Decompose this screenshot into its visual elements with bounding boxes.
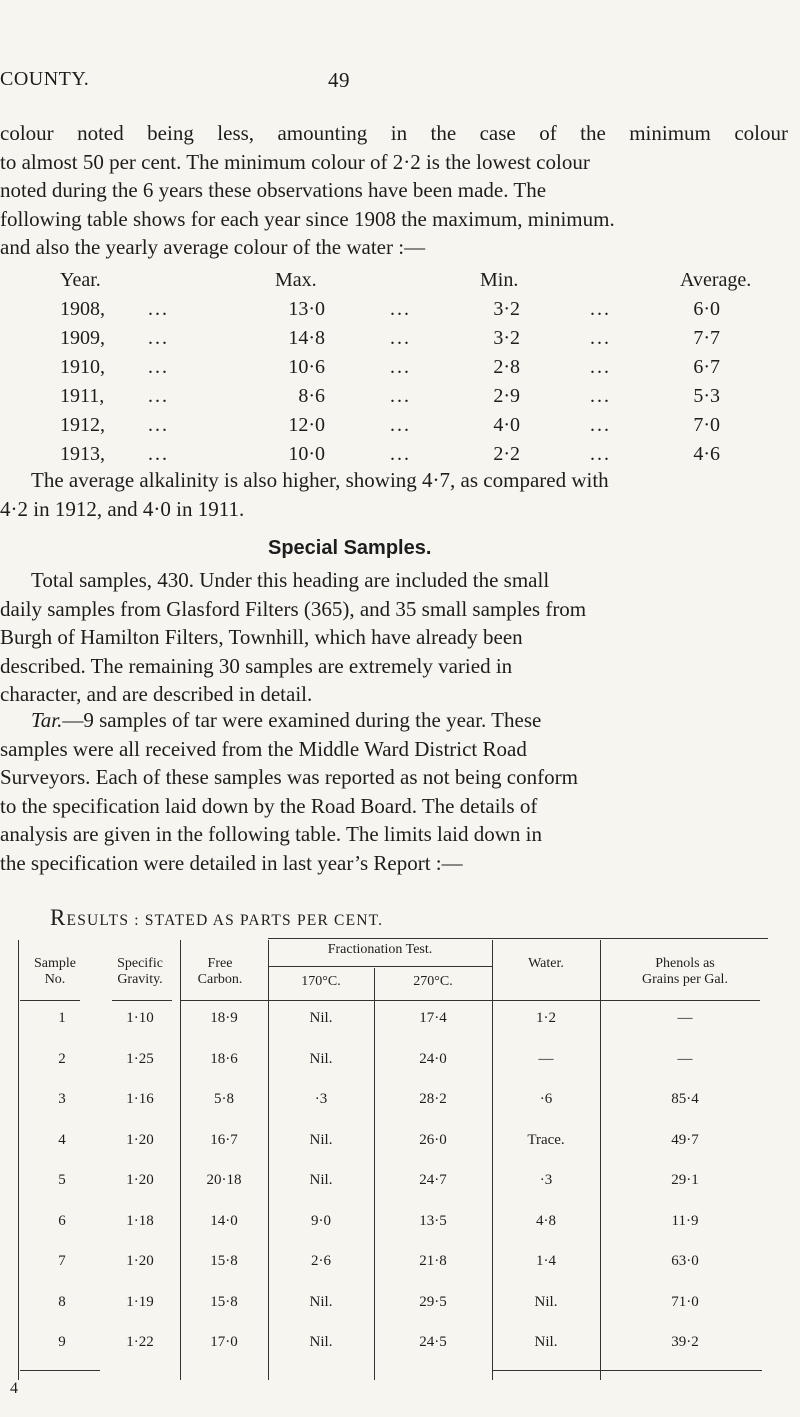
average-cell: 6·7 bbox=[693, 356, 720, 378]
average-cell: 4·6 bbox=[693, 443, 720, 465]
water-cell: — bbox=[538, 1050, 554, 1067]
leader-dots: ... bbox=[148, 356, 169, 378]
max-cell: 12·0 bbox=[288, 414, 325, 436]
leader-dots: ... bbox=[390, 327, 411, 349]
f170-cell: Nil. bbox=[309, 1131, 333, 1148]
water-cell: Trace. bbox=[527, 1131, 565, 1148]
water-cell: 1·2 bbox=[536, 1010, 556, 1026]
year-cell: 1908, bbox=[60, 298, 105, 320]
gravity-cell: 1·25 bbox=[126, 1050, 154, 1067]
leader-dots: ... bbox=[590, 385, 611, 407]
leader-dots: ... bbox=[390, 414, 411, 436]
running-header-left: COUNTY. bbox=[0, 68, 90, 90]
fraction-subrule bbox=[268, 966, 492, 967]
min-cell: 4·0 bbox=[493, 414, 520, 436]
gravity-cell: 1·22 bbox=[126, 1334, 154, 1350]
f270-cell: 28·2 bbox=[419, 1091, 447, 1107]
leader-dots: ... bbox=[590, 414, 611, 436]
text-line: analysis are given in the following table. The limits laid down in bbox=[0, 822, 543, 846]
text-line: Burgh of Hamilton Filters, Townhill, which have already been bbox=[0, 625, 523, 649]
sample-no-cell: 3 bbox=[58, 1091, 66, 1107]
max-cell: 8·6 bbox=[298, 385, 325, 407]
carbon-cell: 18·6 bbox=[210, 1050, 238, 1067]
average-cell: 6·0 bbox=[693, 298, 720, 320]
gravity-cell: 1·16 bbox=[126, 1091, 154, 1107]
carbon-cell: 15·8 bbox=[210, 1293, 238, 1310]
table-bottom-rule bbox=[492, 1370, 762, 1371]
water-cell: ·6 bbox=[539, 1091, 553, 1107]
text-line bbox=[0, 706, 788, 735]
col-header-max: Max. bbox=[275, 269, 317, 291]
sample-no-cell: 9 bbox=[58, 1334, 66, 1350]
gravity-cell: 1·20 bbox=[126, 1172, 154, 1188]
col-header-phenols-line: Grains per Gal. bbox=[642, 972, 728, 987]
gravity-cell: 1·20 bbox=[126, 1253, 154, 1269]
min-cell: 2·2 bbox=[493, 443, 520, 465]
paragraph-alkalinity bbox=[0, 466, 788, 523]
col-header-carbon-line: Carbon. bbox=[197, 972, 243, 987]
sample-no-cell: 5 bbox=[58, 1172, 66, 1188]
header-underline bbox=[112, 1000, 172, 1001]
col-header-year: Year. bbox=[60, 269, 101, 291]
f270-cell: 24·0 bbox=[419, 1050, 447, 1067]
col-header-phenols bbox=[600, 956, 770, 988]
water-cell: 1·4 bbox=[536, 1253, 556, 1269]
year-table-row bbox=[0, 298, 800, 327]
col-header-carbon-line: Free bbox=[207, 956, 233, 971]
leader-dots: ... bbox=[148, 414, 169, 436]
gravity-cell: 1·10 bbox=[126, 1010, 154, 1026]
text-line: colour noted being less, amounting in the case of the minimum colour bbox=[0, 121, 788, 145]
leader-dots: ... bbox=[590, 298, 611, 320]
phenols-cell: 39·2 bbox=[671, 1334, 699, 1350]
col-header-sample-line: No. bbox=[44, 972, 66, 987]
f170-cell: ·3 bbox=[314, 1091, 328, 1107]
paragraph-colour bbox=[0, 119, 788, 262]
phenols-cell: 71·0 bbox=[671, 1293, 699, 1310]
col-header-min: Min. bbox=[480, 269, 519, 291]
year-cell: 1910, bbox=[60, 356, 105, 378]
f170-cell: 2·6 bbox=[311, 1253, 331, 1269]
col-header-sample-line: Sample bbox=[34, 956, 76, 971]
col-header-gravity-line: Gravity. bbox=[117, 972, 163, 987]
year-cell: 1909, bbox=[60, 327, 105, 349]
phenols-cell: 63·0 bbox=[671, 1253, 699, 1269]
f270-cell: 29·5 bbox=[419, 1293, 447, 1310]
table-top-rule bbox=[268, 938, 768, 939]
leader-dots: ... bbox=[148, 298, 169, 320]
results-title-tail: : STATED AS PARTS PER CENT. bbox=[129, 912, 384, 929]
leader-dots: ... bbox=[590, 443, 611, 465]
average-cell: 7·7 bbox=[693, 327, 720, 349]
average-cell: 5·3 bbox=[693, 385, 720, 407]
results-row bbox=[0, 1172, 800, 1196]
year-table-row bbox=[0, 356, 800, 385]
text-line: daily samples from Glasford Filters (365), and 35 small samples from bbox=[0, 596, 587, 621]
table-bottom-rule bbox=[20, 1370, 100, 1371]
phenols-cell: 29·1 bbox=[671, 1172, 699, 1188]
col-header-average: Average. bbox=[680, 269, 752, 291]
average-cell: 7·0 bbox=[693, 414, 720, 436]
tar-line-rest: —9 samples of tar were examined during the year. These bbox=[62, 708, 542, 732]
results-title bbox=[50, 905, 383, 931]
max-cell: 13·0 bbox=[288, 298, 325, 320]
col-header-sample bbox=[20, 956, 90, 988]
f270-cell: 26·0 bbox=[419, 1131, 447, 1148]
year-table-body bbox=[0, 298, 800, 472]
min-cell: 3·2 bbox=[493, 298, 520, 320]
sample-no-cell: 4 bbox=[58, 1131, 66, 1148]
f270-cell: 17·4 bbox=[419, 1010, 447, 1026]
phenols-cell: — bbox=[677, 1010, 693, 1026]
carbon-cell: 17·0 bbox=[210, 1334, 238, 1350]
text-line: to almost 50 per cent. The minimum colour of 2·2 is the lowest colour bbox=[0, 149, 590, 174]
f170-cell: Nil. bbox=[309, 1010, 333, 1026]
carbon-cell: 16·7 bbox=[210, 1131, 238, 1148]
year-table-row bbox=[0, 414, 800, 443]
sample-no-cell: 1 bbox=[58, 1010, 66, 1026]
col-header-gravity-line: Specific bbox=[117, 956, 163, 971]
max-cell: 10·6 bbox=[288, 356, 325, 378]
phenols-cell: — bbox=[677, 1050, 693, 1067]
colour-by-year-table bbox=[0, 269, 800, 472]
water-cell: Nil. bbox=[534, 1293, 558, 1310]
water-cell: 4·8 bbox=[536, 1212, 556, 1229]
leader-dots: ... bbox=[390, 385, 411, 407]
year-table-header bbox=[0, 269, 800, 298]
carbon-cell: 5·8 bbox=[214, 1091, 234, 1107]
col-header-carbon bbox=[180, 956, 260, 988]
tar-lead: Tar. bbox=[31, 708, 63, 732]
leader-dots: ... bbox=[148, 443, 169, 465]
phenols-cell: 11·9 bbox=[671, 1212, 699, 1229]
results-row bbox=[0, 1253, 800, 1277]
year-cell: 1912, bbox=[60, 414, 105, 436]
col-header-270c: 270°C. bbox=[413, 974, 453, 989]
gravity-cell: 1·20 bbox=[126, 1131, 154, 1148]
text-line: The average alkalinity is also higher, showing 4·7, as compared with bbox=[31, 468, 609, 492]
results-title-rest: ESULTS bbox=[66, 912, 130, 929]
text-line: to the specification laid down by the Road Board. The details of bbox=[0, 793, 538, 818]
max-cell: 14·8 bbox=[288, 327, 325, 349]
min-cell: 3·2 bbox=[493, 327, 520, 349]
f270-cell: 13·5 bbox=[419, 1212, 447, 1229]
min-cell: 2·9 bbox=[493, 385, 520, 407]
f270-cell: 24·5 bbox=[419, 1334, 447, 1350]
year-cell: 1911, bbox=[60, 385, 105, 407]
year-cell: 1913, bbox=[60, 443, 105, 465]
gravity-cell: 1·19 bbox=[126, 1293, 154, 1310]
carbon-cell: 18·9 bbox=[210, 1010, 238, 1026]
f170-cell: Nil. bbox=[309, 1293, 333, 1310]
sample-no-cell: 2 bbox=[58, 1050, 66, 1067]
f270-cell: 24·7 bbox=[419, 1172, 447, 1188]
carbon-cell: 20·18 bbox=[206, 1172, 242, 1188]
leader-dots: ... bbox=[590, 356, 611, 378]
header-underline bbox=[20, 1000, 80, 1001]
text-line: noted during the 6 years these observations have been made. The bbox=[0, 178, 547, 202]
leader-dots: ... bbox=[390, 298, 411, 320]
phenols-cell: 85·4 bbox=[671, 1091, 699, 1107]
min-cell: 2·8 bbox=[493, 356, 520, 378]
carbon-cell: 15·8 bbox=[210, 1253, 238, 1269]
text-line: described. The remaining 30 samples are extremely varied in bbox=[0, 653, 513, 678]
results-row bbox=[0, 1132, 800, 1156]
section-heading-special-samples: Special Samples. bbox=[268, 537, 432, 559]
text-line: and also the yearly average colour of the water :— bbox=[0, 235, 426, 259]
year-table-row bbox=[0, 385, 800, 414]
f170-cell: Nil. bbox=[309, 1172, 333, 1188]
water-cell: Nil. bbox=[534, 1334, 558, 1350]
phenols-cell: 49·7 bbox=[671, 1131, 699, 1148]
col-header-water: Water. bbox=[528, 956, 564, 971]
tar-results-table bbox=[0, 940, 800, 1397]
leader-dots: ... bbox=[148, 385, 169, 407]
year-table-row bbox=[0, 327, 800, 356]
max-cell: 10·0 bbox=[288, 443, 325, 465]
results-row bbox=[0, 1051, 800, 1075]
leader-dots: ... bbox=[390, 443, 411, 465]
results-row bbox=[0, 1294, 800, 1318]
f170-cell: 9·0 bbox=[311, 1212, 331, 1229]
leader-dots: ... bbox=[390, 356, 411, 378]
results-row bbox=[0, 1334, 800, 1358]
f170-cell: Nil. bbox=[309, 1050, 333, 1067]
results-row bbox=[0, 1213, 800, 1237]
text-line: the specification were detailed in last year’s Report :— bbox=[0, 850, 463, 875]
leader-dots: ... bbox=[590, 327, 611, 349]
results-row bbox=[0, 1091, 800, 1115]
text-line: Surveyors. Each of these samples was reported as not being conform bbox=[0, 765, 578, 789]
f170-cell: Nil. bbox=[309, 1334, 333, 1350]
text-line: samples were all received from the Middle Ward District Road bbox=[0, 736, 527, 761]
text-line: character, and are described in detail. bbox=[0, 682, 313, 706]
gravity-cell: 1·18 bbox=[126, 1212, 154, 1229]
results-row bbox=[0, 1010, 800, 1034]
page-number: 49 bbox=[328, 68, 350, 92]
footer-mark: 4 bbox=[10, 1380, 18, 1397]
sample-no-cell: 8 bbox=[58, 1293, 66, 1310]
col-header-170c: 170°C. bbox=[301, 974, 341, 989]
header-underline bbox=[180, 1000, 760, 1001]
paragraph-tar bbox=[0, 706, 788, 877]
f270-cell: 21·8 bbox=[419, 1253, 447, 1269]
col-header-gravity bbox=[100, 956, 180, 988]
leader-dots: ... bbox=[148, 327, 169, 349]
text-line: following table shows for each year since 1908 the maximum, minimum. bbox=[0, 206, 615, 231]
text-line: Total samples, 430. Under this heading are included the small bbox=[31, 568, 550, 592]
water-cell: ·3 bbox=[539, 1172, 553, 1188]
col-header-phenols-line: Phenols as bbox=[655, 956, 715, 971]
sample-no-cell: 7 bbox=[58, 1253, 66, 1269]
carbon-cell: 14·0 bbox=[210, 1212, 238, 1229]
col-header-fractionation: Fractionation Test. bbox=[327, 942, 433, 957]
paragraph-special-samples bbox=[0, 566, 788, 709]
results-title-initial: R bbox=[50, 905, 67, 930]
sample-no-cell: 6 bbox=[58, 1212, 66, 1229]
text-line: 4·2 in 1912, and 4·0 in 1911. bbox=[0, 496, 245, 521]
